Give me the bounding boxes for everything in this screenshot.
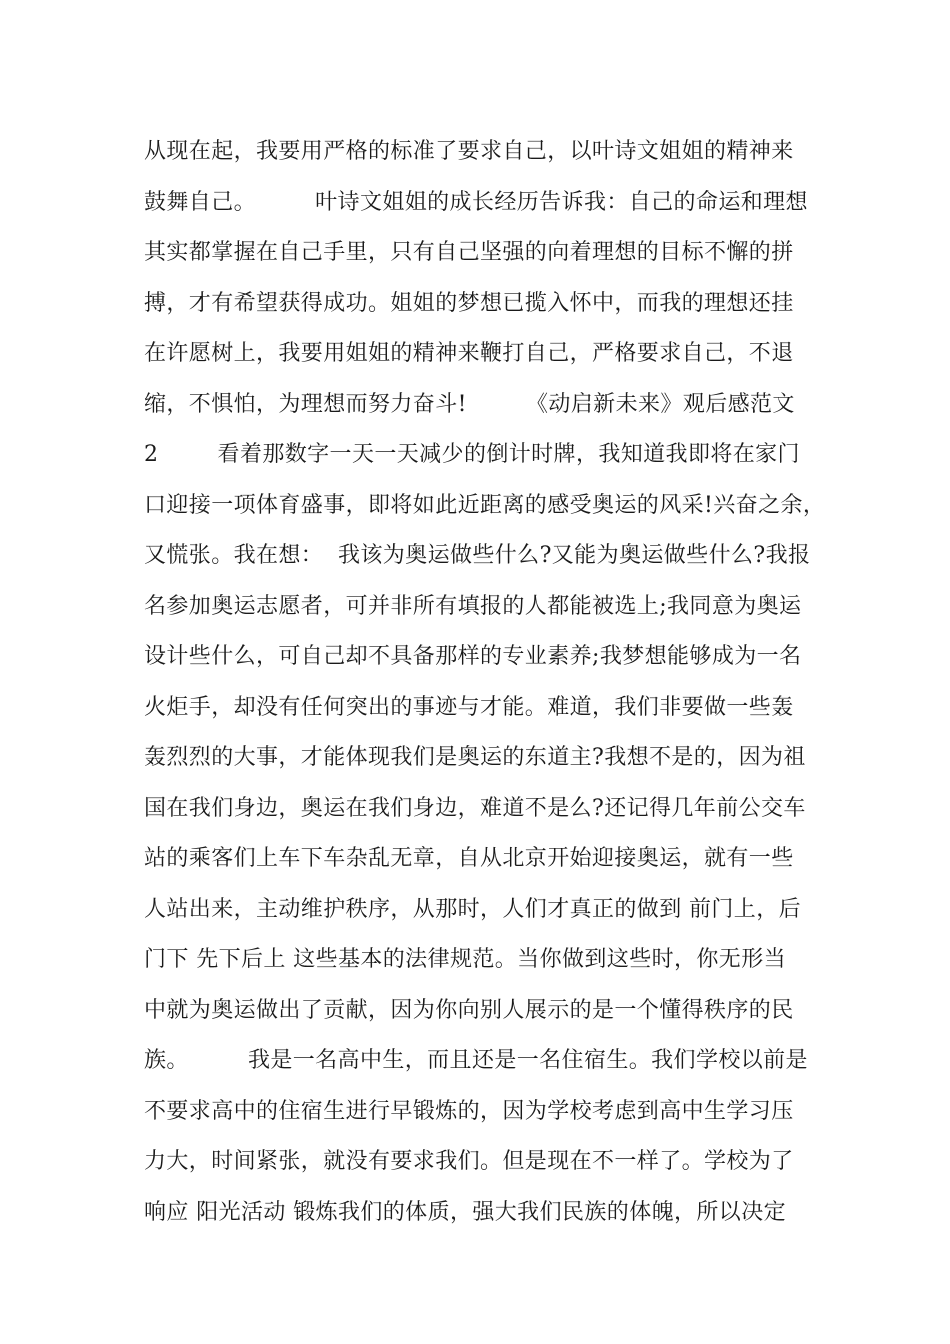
text-line: 站的乘客们上车下车杂乱无章，自从北京开始迎接奥运，就有一些 (144, 846, 794, 871)
text-line: 在许愿树上，我要用姐姐的精神来鞭打自己，严格要求自己，不退 (144, 341, 794, 366)
text-line: 其实都掌握在自己手里，只有自己坚强的向着理想的目标不懈的拼 (144, 240, 794, 265)
text-line: 不要求高中的住宿生进行早锻炼的，因为学校考虑到高中生学习压 (144, 1098, 794, 1124)
text-line: 国在我们身边，奥运在我们身边，难道不是么?还记得几年前公交车 (144, 795, 806, 821)
text-line: 人站出来，主动维护秩序，从那时，人们才真正的做到 前门上，后 (144, 896, 801, 922)
text-line: 族。 我是一名高中生，而且还是一名住宿生。我们学校以前是 (144, 1048, 808, 1073)
text-line: 从现在起，我要用严格的标准了要求自己，以叶诗文姐姐的精神来 (144, 139, 794, 164)
body-text (144, 130, 824, 1241)
text-line: 门下 先下后上 这些基本的法律规范。当你做到这些时，你无形当 (144, 947, 786, 972)
text-line: 口迎接一项体育盛事，即将如此近距离的感受奥运的风采!兴奋之余， (144, 492, 826, 518)
text-line: 响应 阳光活动 锻炼我们的体质，强大我们民族的体魄，所以决定 (144, 1199, 786, 1225)
text-line: 又慌张。我在想： 我该为奥运做些什么?又能为奥运做些什么?我报 (144, 543, 811, 568)
text-line: 名参加奥运志愿者，可并非所有填报的人都能被选上;我同意为奥运 (144, 593, 802, 619)
text-line: 轰烈烈的大事，才能体现我们是奥运的东道主?我想不是的，因为祖 (144, 745, 806, 770)
text-line: 中就为奥运做出了贡献，因为你向别人展示的是一个懂得秩序的民 (144, 997, 794, 1023)
text-line: 力大，时间紧张，就没有要求我们。但是现在不一样了。学校为了 (144, 1149, 794, 1174)
text-line: 火炬手，却没有任何突出的事迹与才能。难道，我们非要做一些轰 (144, 694, 794, 720)
text-line: 搏，才有希望获得成功。姐姐的梦想已揽入怀中，而我的理想还挂 (144, 290, 794, 316)
text-line: 缩，不惧怕，为理想而努力奋斗! 《动启新未来》观后感范文 (144, 391, 795, 417)
text-line: 设计些什么，可自己却不具备那样的专业素养;我梦想能够成为一名 (144, 644, 802, 669)
text-line: 鼓舞自己。 叶诗文姐姐的成长经历告诉我：自己的命运和理想 (144, 189, 808, 215)
text-line: 2 看着那数字一天一天减少的倒计时牌，我知道我即将在家门 (144, 442, 800, 467)
